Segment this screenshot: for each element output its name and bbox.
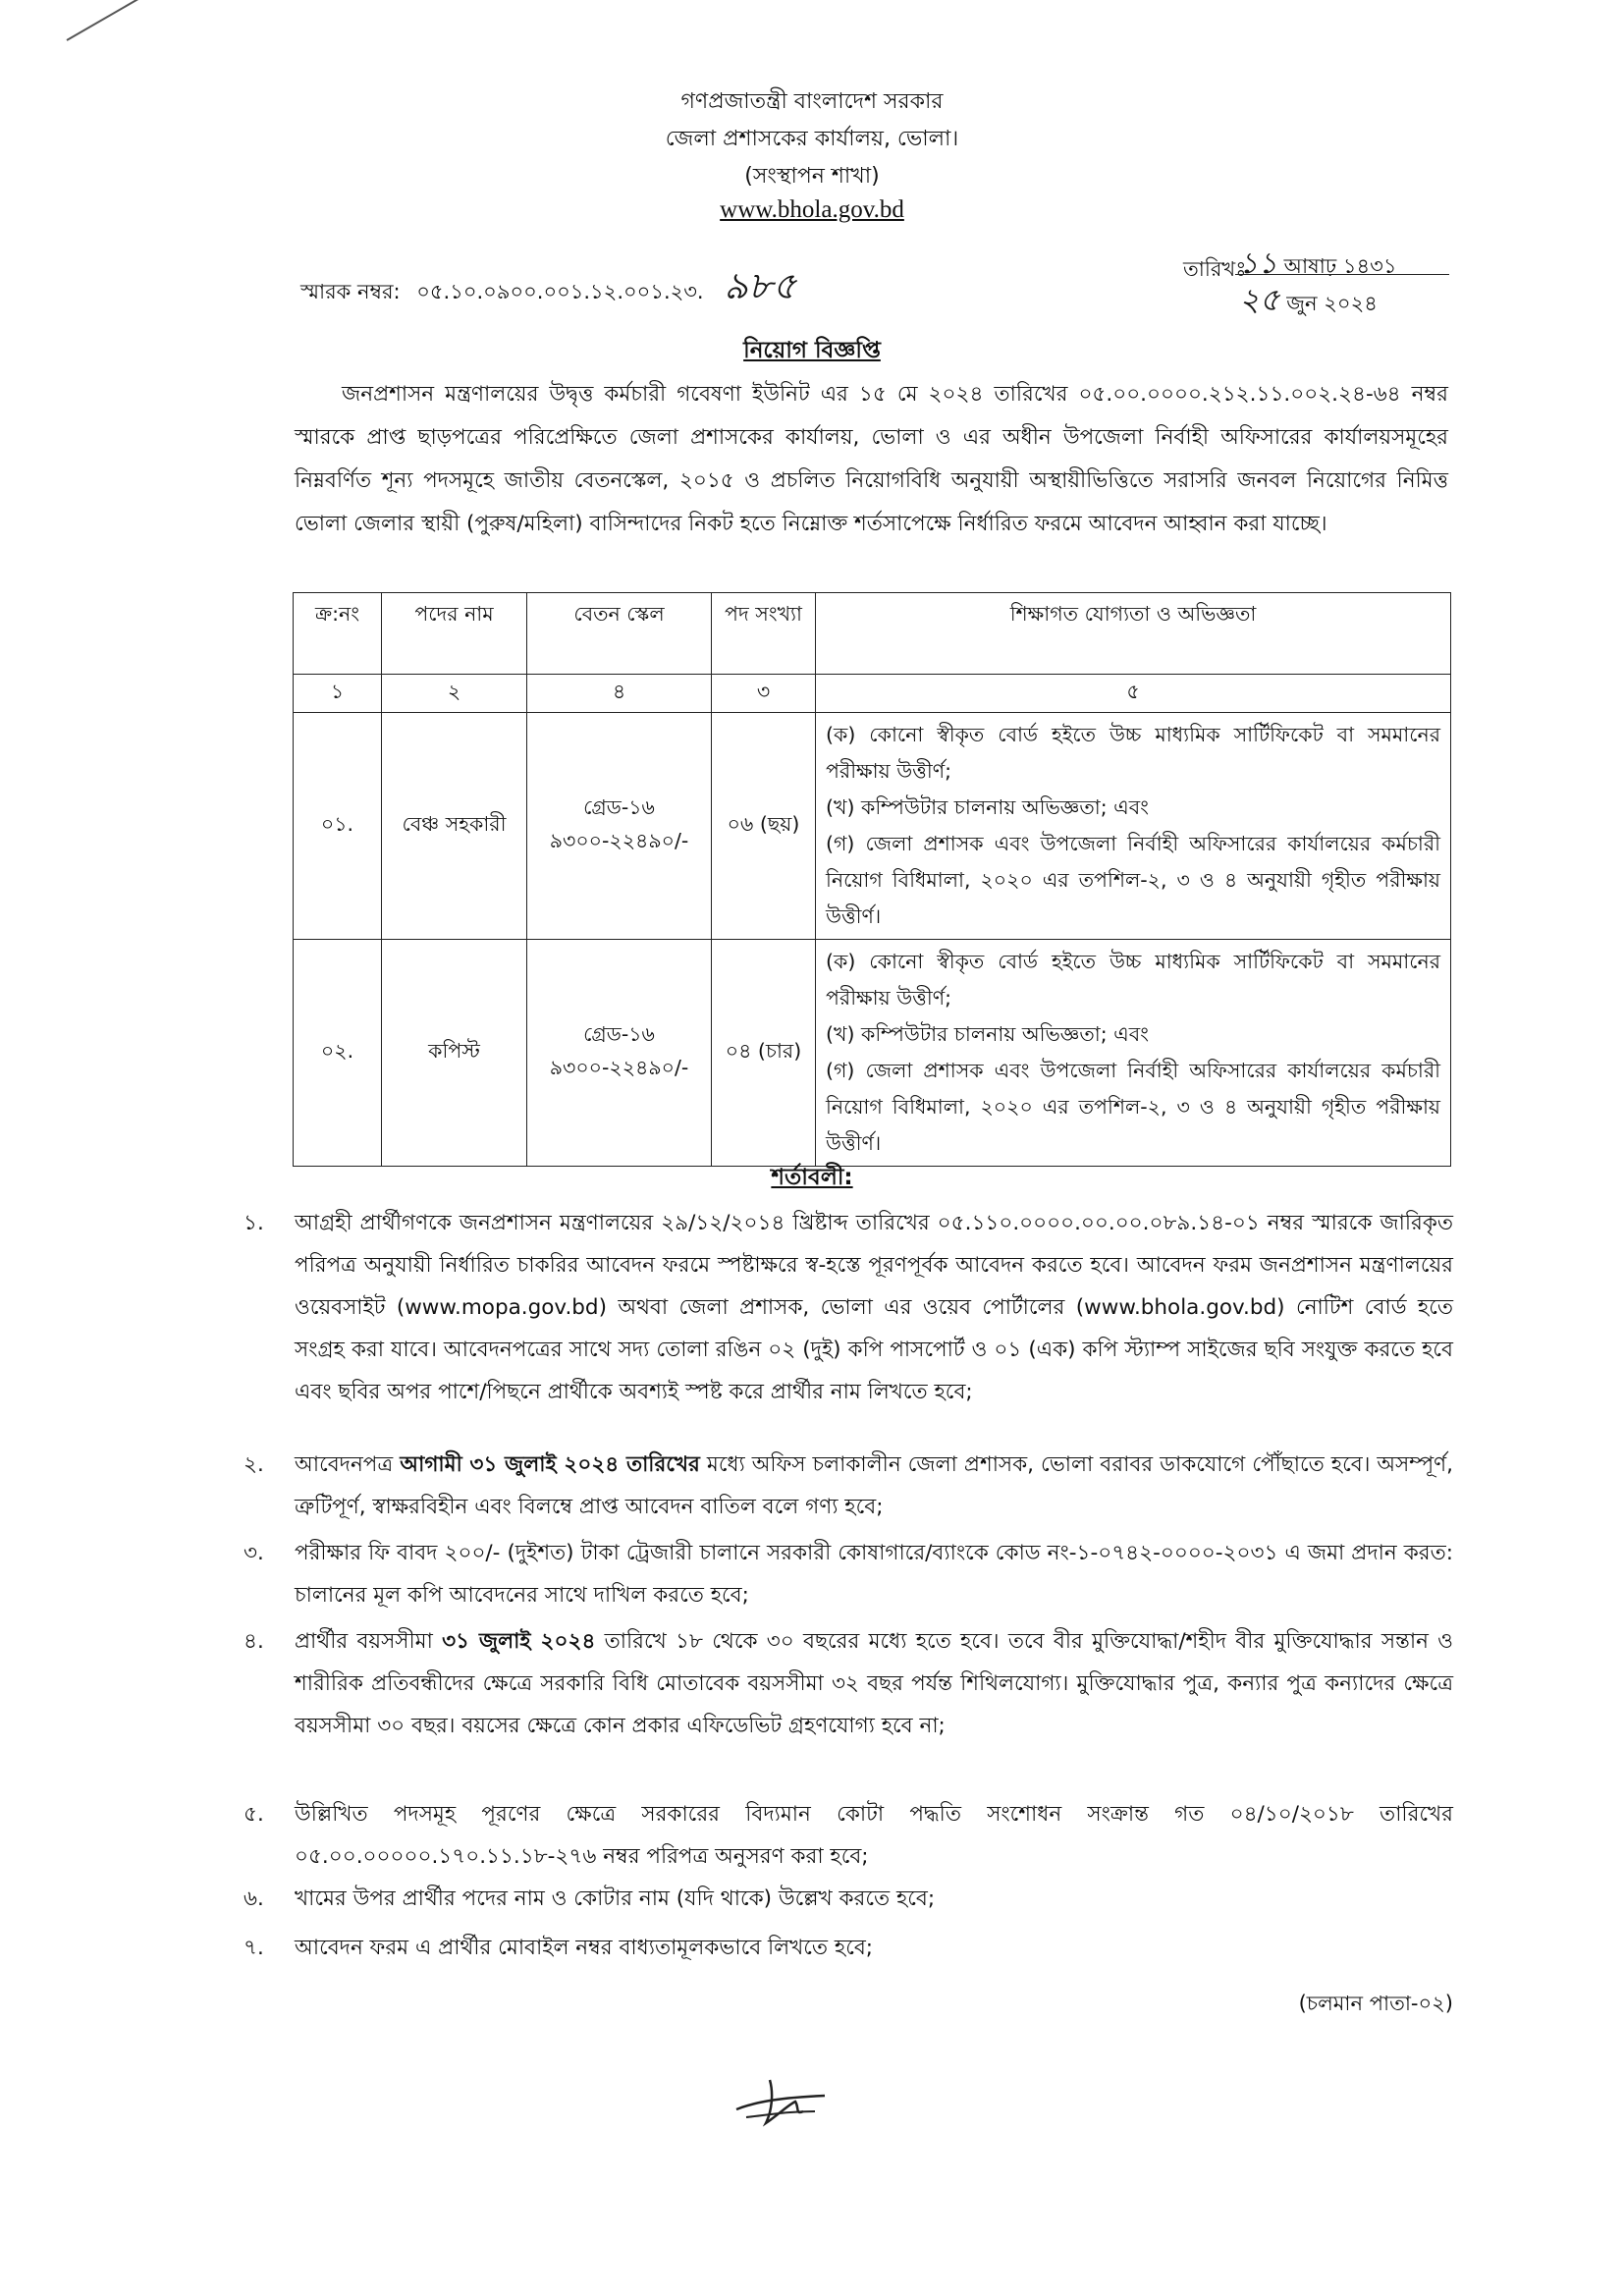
table-number-row: [294, 675, 1451, 713]
memo-handwritten-number: ৯৮৫: [724, 264, 797, 307]
condition-item: [244, 1878, 1453, 1920]
continued-marker: (চলমান পাতা-০২): [1298, 1992, 1453, 2015]
column-number: ১: [294, 675, 382, 713]
condition-text: [295, 1620, 1453, 1747]
qualification-a: (ক) কোনো স্বীকৃত বোর্ড হইতে উচ্চ মাধ্যমিক সার্টিফিকেট বা সমমানের পরীক্ষায় উত্তীর্ণ;: [826, 950, 1440, 1010]
condition-text-pre: প্রার্থীর বয়সসীমা: [295, 1629, 443, 1654]
row-serial: ০২.: [294, 940, 382, 1167]
header-serial: ক্র:নং: [294, 593, 382, 675]
column-number: ৫: [816, 675, 1451, 713]
date-bangla-text: আষাঢ় ১৪৩১: [1283, 254, 1397, 278]
row-post: কপিস্ট: [382, 940, 527, 1167]
condition-number: ২.: [244, 1452, 264, 1477]
age-limit-date: ৩১ জুলাই ২০২৪: [442, 1629, 596, 1654]
qualification-c: (গ) জেলা প্রশাসক এবং উপজেলা নির্বাহী অফিসারের কার্যালয়ের কর্মচারী নিয়োগ বিধিমালা, ২০২০ এর তপশিল-২, ৩ ও ৪ অনুযায়ী গৃহীত পরীক্ষায় উত্তীর্ণ।: [826, 1059, 1440, 1155]
header-scale: বেতন স্কেল: [527, 593, 712, 675]
column-number: ৩: [712, 675, 816, 713]
date-english-day: ২৫: [1239, 281, 1280, 318]
condition-item: [244, 1444, 1453, 1528]
row-scale: [527, 940, 712, 1167]
row-count: ০৬ (ছয়): [712, 713, 816, 940]
condition-number: ১.: [244, 1211, 264, 1235]
row-post: বেঞ্চ সহকারী: [382, 713, 527, 940]
condition-number: ৩.: [244, 1541, 264, 1565]
condition-text: আগ্রহী প্রার্থীগণকে জনপ্রশাসন মন্ত্রণালয়ের ২৯/১২/২০১৪ খ্রিষ্টাব্দ তারিখের ০৫.১১০.০০০০.০০.০০.০৮৯.১৪-০১ নম্বর স্মারকে জারিকৃত পরিপত্র অনুযায়ী নির্ধারিত চাকরির আবেদন ফরমে স্পষ্টাক্ষরে স্ব-হস্তে পূরণপূর্বক আবেদন করতে হবে। আবেদন ফরম জনপ্রশাসন মন্ত্রণালয়ের ওয়েবসাইট (www.mopa.gov.bd) অথবা জেলা প্রশাসক, ভোলা এর ওয়েব পোর্টালের (www.bhola.gov.bd) নোটিশ বোর্ড হতে সংগ্রহ করা যাবে। আবেদনপত্রের সাথে সদ্য তোলা রঙিন ০২ (দুই) কপি পাসপোর্ট ও ০১ (এক) কপি স্ট্যাম্প সাইজের ছবি সংযুক্ত করতে হবে এবং ছবির অপর পাশে/পিছনে প্রার্থীকে অবশ্যই স্পষ্ট করে প্রার্থীর নাম লিখতে হবে;: [295, 1211, 1453, 1404]
condition-text-pre: আবেদনপত্র: [295, 1452, 401, 1477]
memo-line: [300, 257, 796, 320]
column-number: ২: [382, 675, 527, 713]
row-count: ০৪ (চার): [712, 940, 816, 1167]
condition-item: [244, 1927, 1453, 1969]
row-serial: ০১.: [294, 713, 382, 940]
condition-item: [244, 1532, 1453, 1616]
qualification-a: (ক) কোনো স্বীকৃত বোর্ড হইতে উচ্চ মাধ্যমিক সার্টিফিকেট বা সমমানের পরীক্ষায় উত্তীর্ণ;: [826, 723, 1440, 783]
header-qualification: শিক্ষাগত যোগ্যতা ও অভিজ্ঞতা: [816, 593, 1451, 675]
deadline-date: আগামী ৩১ জুলাই ২০২৪ তারিখের: [400, 1452, 700, 1477]
condition-number: ৪.: [244, 1629, 264, 1654]
table-row: [294, 713, 1451, 940]
row-pay-scale: ৯৩০০-২২৪৯০/-: [549, 1056, 689, 1079]
row-scale: [527, 713, 712, 940]
condition-text: [295, 1444, 1453, 1528]
condition-text-post: তারিখে ১৮ থেকে ৩০ বছরের মধ্যে হতে হবে। তবে বীর মুক্তিযোদ্ধা/শহীদ বীর মুক্তিযোদ্ধার সন্তান ও শারীরিক প্রতিবন্ধীদের ক্ষেত্রে সরকারি বিধি মোতাবেক বয়সসীমা ৩২ বছর পর্যন্ত শিথিলযোগ্য। মুক্তিযোদ্ধার পুত্র, কন্যার পুত্র কন্যাদের ক্ষেত্রে বয়সসীমা ৩০ বছর। বয়সের ক্ষেত্রে কোন প্রকার এফিডেভিট গ্রহণযোগ্য হবে না;: [295, 1629, 1453, 1738]
scan-mark: [67, 0, 148, 41]
condition-number: ৬.: [244, 1886, 264, 1911]
condition-item: [244, 1793, 1453, 1878]
row-qualification: [816, 940, 1451, 1167]
govt-title: গণপ্রজাতন্ত্রী বাংলাদেশ সরকার: [680, 89, 944, 114]
date-bangla-day: ১১: [1239, 246, 1277, 281]
website-link[interactable]: www.bhola.gov.bd: [720, 196, 904, 223]
vacancy-table: [293, 592, 1451, 1167]
qualification-c: (গ) জেলা প্রশাসক এবং উপজেলা নির্বাহী অফিসারের কার্যালয়ের কর্মচারী নিয়োগ বিধিমালা, ২০২০ এর তপশিল-২, ৩ ও ৪ অনুযায়ী গৃহীত পরীক্ষায় উত্তীর্ণ।: [826, 832, 1440, 928]
table-header-row: [294, 593, 1451, 675]
memo-label: স্মারক নম্বর:: [300, 280, 401, 303]
condition-text: আবেদন ফরম এ প্রার্থীর মোবাইল নম্বর বাধ্যতামূলকভাবে লিখতে হবে;: [295, 1936, 874, 1960]
signature: [727, 2072, 835, 2131]
row-qualification: [816, 713, 1451, 940]
condition-item: [244, 1202, 1453, 1413]
column-number: ৪: [527, 675, 712, 713]
date-english: [1239, 275, 1445, 328]
date-label: তারিখঃ: [1183, 257, 1247, 281]
row-grade: গ্রেড-১৬: [583, 795, 655, 819]
condition-text: খামের উপর প্রার্থীর পদের নাম ও কোটার নাম (যদি থাকে) উল্লেখ করতে হবে;: [295, 1886, 936, 1911]
intro-paragraph: জনপ্রশাসন মন্ত্রণালয়ের উদ্বৃত্ত কর্মচারী গবেষণা ইউনিট এর ১৫ মে ২০২৪ তারিখের ০৫.০০.০০০০.২১২.১১.০০২.২৪-৬৪ নম্বর স্মারকে প্রাপ্ত ছাড়পত্রের পরিপ্রেক্ষিতে জেলা প্রশাসকের কার্যালয়, ভোলা ও এর অধীন উপজেলা নির্বাহী অফিসারের কার্যালয়সমূহের নিম্নবর্ণিত শূন্য পদসমূহে জাতীয় বেতনস্কেল, ২০১৫ ও প্রচলিত নিয়োগবিধি অনুযায়ী অস্থায়ীভিত্তিতে সরাসরি জনবল নিয়োগের নিমিত্ত ভোলা জেলার স্থায়ী (পুরুষ/মহিলা) বাসিন্দাদের নিকট হতে নিম্নোক্ত শর্তসাপেক্ষে নির্ধারিত ফরমে আবেদন আহ্বান করা যাচ্ছে।: [295, 382, 1448, 536]
table-row: [294, 940, 1451, 1167]
condition-number: ৫.: [244, 1802, 264, 1827]
header-post: পদের নাম: [382, 593, 527, 675]
condition-item: [244, 1620, 1453, 1747]
conditions-title: শর্তাবলী:: [771, 1165, 853, 1190]
date-english-text: জুন ২০২৪: [1286, 292, 1378, 315]
condition-text-post: মধ্যে অফিস চলাকালীন জেলা প্রশাসক, ভোলা বরাবর ডাকযোগে পৌঁছাতে হবে। অসম্পূর্ণ, ত্রুটিপূর্ণ, স্বাক্ষরবিহীন এবং বিলম্বে প্রাপ্ত আবেদন বাতিল বলে গণ্য হবে;: [295, 1452, 1453, 1519]
qualification-b: (খ) কম্পিউটার চালনায় অভিজ্ঞতা; এবং: [826, 1022, 1149, 1046]
office-name: জেলা প্রশাসকের কার্যালয়, ভোলা।: [665, 127, 959, 151]
qualification-b: (খ) কম্পিউটার চালনায় অভিজ্ঞতা; এবং: [826, 795, 1149, 819]
memo-number: ০৫.১০.০৯০০.০০১.১২.০০১.২৩.: [416, 280, 704, 303]
condition-text: উল্লিখিত পদসমূহ পূরণের ক্ষেত্রে সরকারের বিদ্যমান কোটা পদ্ধতি সংশোধন সংক্রান্ত গত ০৪/১০/২০১৮ তারিখের ০৫.০০.০০০০০.১৭০.১১.১৮-২৭৬ নম্বর পরিপত্র অনুসরণ করা হবে;: [295, 1802, 1453, 1869]
condition-text: পরীক্ষার ফি বাবদ ২০০/- (দুইশত) টাকা ট্রেজারী চালানে সরকারী কোষাগারে/ব্যাংকে কোড নং-১-০৭৪২-০০০০-২০৩১ এ জমা প্রদান করত: চালানের মূল কপি আবেদনের সাথে দাখিল করতে হবে;: [295, 1541, 1453, 1608]
row-pay-scale: ৯৩০০-২২৪৯০/-: [549, 829, 689, 852]
section-name: (সংস্থাপন শাখা): [744, 164, 880, 189]
row-grade: গ্রেড-১৬: [583, 1022, 655, 1046]
notice-title: নিয়োগ বিজ্ঞপ্তি: [743, 338, 881, 363]
header-count: পদ সংখ্যা: [712, 593, 816, 675]
condition-number: ৭.: [244, 1936, 264, 1960]
